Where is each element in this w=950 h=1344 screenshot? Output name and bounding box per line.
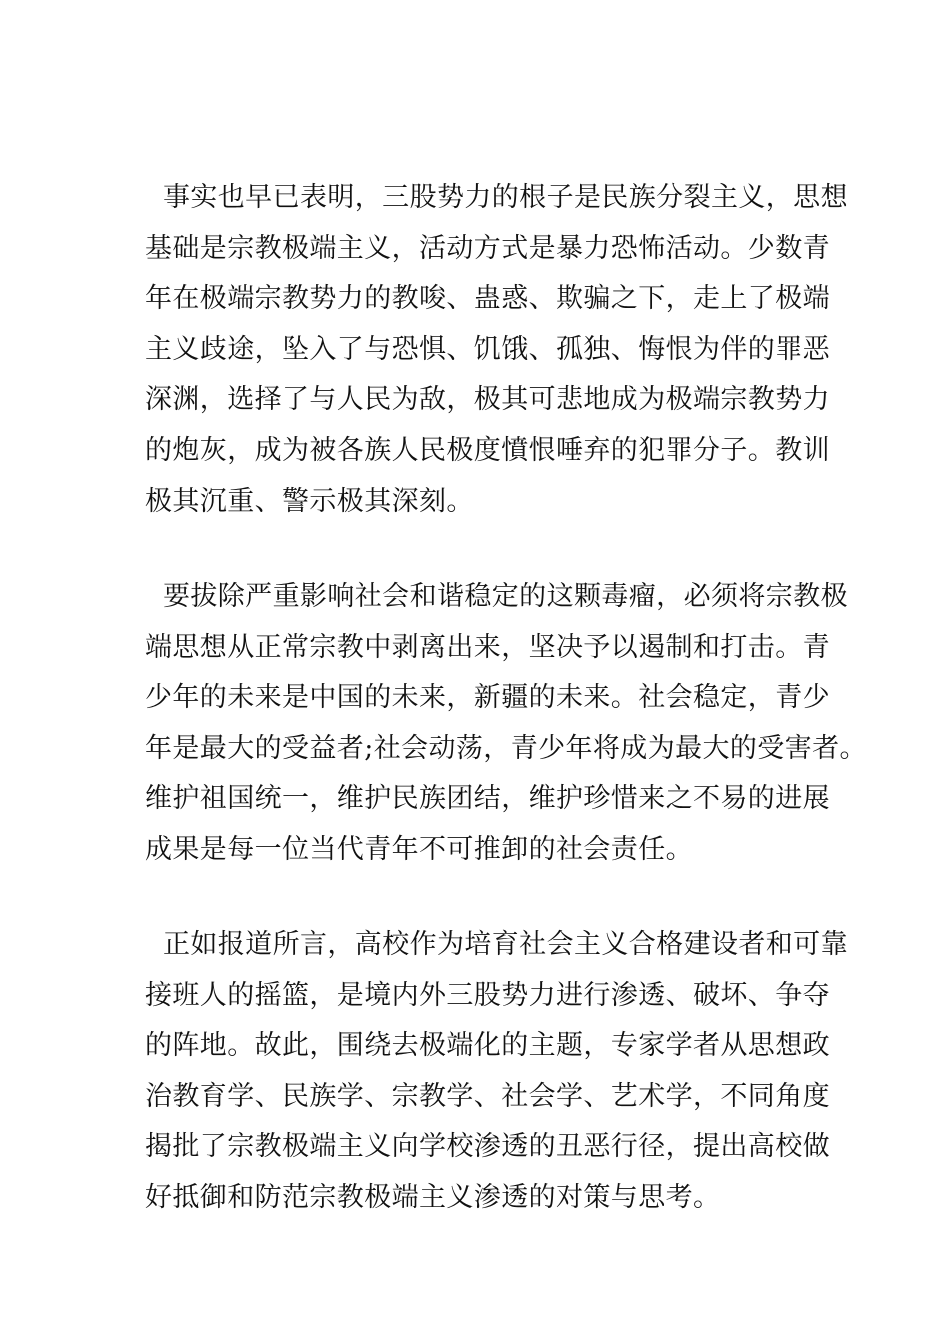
text-line: 揭批了宗教极端主义向学校渗透的丑恶行径，提出高校做: [145, 1131, 830, 1163]
text-line: 的炮灰，成为被各族人民极度憤恨唾弃的犯罪分子。教训: [145, 434, 830, 466]
text-line: 的阵地。故此，围绕去极端化的主题，专家学者从思想政: [145, 1030, 830, 1062]
text-line: 成果是每一位当代青年不可推卸的社会责任。: [145, 833, 693, 865]
text-line: 极其沉重、警示极其深刻。: [145, 485, 474, 517]
text-line: 要拔除严重影响社会和谐稳定的这颗毒瘤，必须将宗教极: [145, 581, 848, 612]
paragraph-3: [145, 920, 848, 1224]
text-line: 正如报道所言，高校作为培育社会主义合格建设者和可靠: [145, 929, 848, 960]
text-line: 深渊，选择了与人民为敌，极其可悲地成为极端宗教势力: [145, 384, 830, 416]
text-line: 维护祖国统一，维护民族团结，维护珍惜来之不易的进展: [145, 783, 830, 815]
paragraph-2: [145, 572, 867, 876]
text-line: 年是最大的受益者;社会动荡，青少年将成为最大的受害者。: [145, 732, 867, 764]
text-line: 接班人的摇篮，是境内外三股势力进行渗透、破坏、争夺: [145, 979, 830, 1011]
text-line: 基础是宗教极端主义，活动方式是暴力恐怖活动。少数青: [145, 232, 830, 264]
text-line: 主义歧途，坠入了与恐惧、饥饿、孤独、悔恨为伴的罪恶: [145, 333, 830, 365]
text-line: 治教育学、民族学、宗教学、社会学、艺术学，不同角度: [145, 1080, 830, 1112]
text-line: 少年的未来是中国的未来，新疆的未来。社会稳定，青少: [145, 682, 830, 714]
text-line: 年在极端宗教势力的教唆、蛊惑、欺骗之下，走上了极端: [145, 283, 830, 315]
paragraph-1: [145, 173, 848, 527]
text-line: 好抵御和防范宗教极端主义渗透的对策与思考。: [145, 1181, 721, 1213]
text-line: 事实也早已表明，三股势力的根子是民族分裂主义，思想: [145, 182, 848, 213]
text-line: 端思想从正常宗教中剥离出来，坚决予以遏制和打击。青: [145, 631, 830, 663]
